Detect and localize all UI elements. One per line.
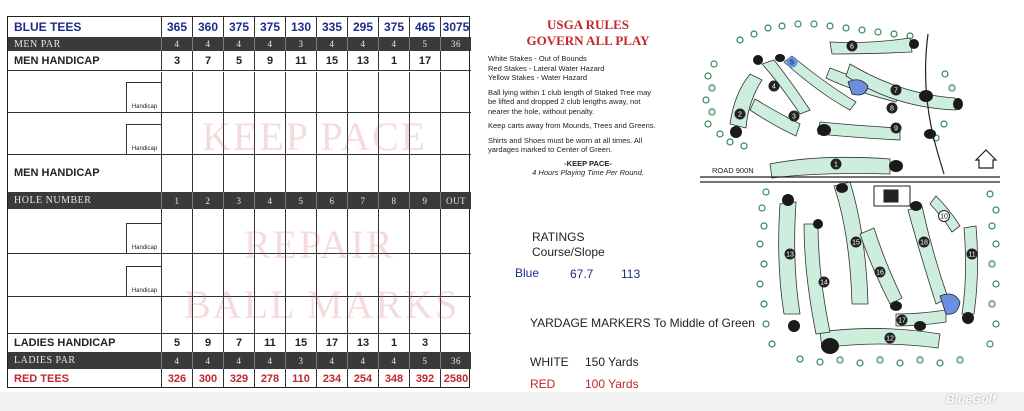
ladies-par-hole-2: 4 [192,352,223,369]
men-handicap-hole-8: 1 [378,51,409,70]
player-score-row[interactable] [8,72,471,112]
svg-text:3: 3 [792,113,796,121]
ladies-par-hole-1: 4 [161,352,192,369]
blue-yardage-hole-9: 465 [409,17,440,37]
red-yardage-hole-6: 234 [316,369,347,388]
ladies-par-row [8,352,471,369]
ladies-handicap-hole-9: 3 [409,333,440,352]
svg-text:1: 1 [834,161,838,169]
men-handicap-hole-5: 11 [285,51,316,70]
men-par-hole-5: 3 [285,37,316,51]
svg-text:12: 12 [886,335,894,343]
row-label: HOLE NUMBER [14,195,92,206]
ladies-par-hole-8: 4 [378,352,409,369]
fairway-hole-11 [962,226,978,314]
rules-title-2: GOVERN ALL PLAY [526,33,650,48]
yardage-white-label: WHITE [530,355,569,369]
blue-yardage-hole-3: 375 [223,17,254,37]
men-handicap-hole-3: 5 [223,51,254,70]
men-par-hole-9: 5 [409,37,440,51]
men-handicap-hole-9: 17 [409,51,440,70]
red-yardage-out: 2580 [440,369,471,388]
red-yardage-hole-7: 254 [347,369,378,388]
clubhouse-icon [874,186,910,206]
blue-yardage-hole-6: 335 [316,17,347,37]
fairway-hole-1 [770,157,890,178]
hole-badge-18 [919,237,930,248]
rule-staked-tree-2: be lifted and dropped 2 club lengths away, not [488,97,641,106]
men-handicap-hole-1: 3 [161,51,192,70]
hole-number-7: 7 [347,192,378,209]
hole-badge-14 [819,277,830,288]
svg-text:14: 14 [820,279,828,287]
red-yardage-hole-9: 392 [409,369,440,388]
hole-number-9: 9 [409,192,440,209]
keep-pace-text: 4 Hours Playing Time Per Round. [532,168,644,177]
svg-text:13: 13 [786,251,794,259]
ladies-par-hole-4: 4 [254,352,285,369]
hole-number-3: 3 [223,192,254,209]
red-yardage-hole-1: 326 [161,369,192,388]
men-par-hole-3: 4 [223,37,254,51]
svg-text:17: 17 [898,317,906,325]
yardage-markers-title: YARDAGE MARKERS To Middle of Green [530,316,755,330]
rule-shirts-1: Shirts and Shoes must be worn at all times. All [488,135,643,145]
course-map [700,14,1020,374]
blue-yardage-hole-8: 375 [378,17,409,37]
hole-badge-17 [897,315,908,326]
blue-yardage-hole-1: 365 [161,17,192,37]
blue-yardage-hole-4: 375 [254,17,285,37]
svg-text:4: 4 [772,83,776,91]
hole-number-2: 2 [192,192,223,209]
ladies-handicap-out [440,333,471,352]
row-label: MEN PAR [14,38,61,50]
hole-number-4: 4 [254,192,285,209]
svg-text:10: 10 [940,213,948,221]
row-label: RED TEES [14,372,70,385]
hole-number-5: 5 [285,192,316,209]
ladies-handicap-hole-1: 5 [161,333,192,352]
rule-shirts-2: yardages marked to Center of Green. [488,145,613,154]
ladies-par-out: 36 [440,352,471,369]
men-par-hole-6: 4 [316,37,347,51]
blue-yardage-out: 3075 [440,17,471,37]
men-handicap-out [440,51,471,70]
watermark-ball-marks: BALL MARKS [184,282,460,327]
player-score-row[interactable] [8,209,471,253]
hole-badge-5 [787,57,798,68]
rules-title-1: USGA RULES [547,17,629,32]
hole-badge-16 [875,267,886,278]
ratings-slope: 113 [621,267,641,281]
ladies-handicap-hole-4: 11 [254,333,285,352]
handicap-box[interactable]: Handicap [126,124,162,154]
ladies-handicap-row [8,333,471,352]
svg-text:11: 11 [968,251,976,259]
men-handicap-blank-row [8,154,471,192]
hole-number-8: 8 [378,192,409,209]
blue-yardage-hole-5: 130 [285,17,316,37]
ladies-handicap-hole-6: 17 [316,333,347,352]
men-par-out: 36 [440,37,471,51]
hole-number-row [8,192,471,209]
player-score-row[interactable] [8,112,471,154]
house-icon [976,150,996,168]
rule-staked-tree-3: nearer the hole, without penalty. [488,106,595,116]
watermark-repair: REPAIR [244,222,395,267]
ladies-handicap-hole-8: 1 [378,333,409,352]
hole-number-1: 1 [161,192,192,209]
row-label: LADIES HANDICAP [14,336,116,349]
hole-badge-4 [769,81,780,92]
men-handicap-hole-7: 13 [347,51,378,70]
ladies-handicap-hole-5: 15 [285,333,316,352]
men-handicap-hole-2: 7 [192,51,223,70]
ladies-handicap-hole-7: 13 [347,333,378,352]
hole-number-6: 6 [316,192,347,209]
hole-badge-3 [789,111,800,122]
ladies-handicap-hole-2: 9 [192,333,223,352]
hole-badge-2 [735,109,746,120]
men-par-hole-2: 4 [192,37,223,51]
fairway-hole-6 [830,38,912,54]
blue-tees-row [8,17,471,37]
svg-text:2: 2 [738,111,742,119]
men-handicap-hole-4: 9 [254,51,285,70]
svg-text:8: 8 [890,105,894,113]
men-par-hole-1: 4 [161,37,192,51]
red-yardage-hole-3: 329 [223,369,254,388]
hole-badge-8 [887,103,898,114]
player-score-row[interactable] [8,296,471,333]
rule-white-stakes: White Stakes - Out of Bounds [488,54,587,63]
keep-pace-title: -KEEP PACE- [564,158,612,168]
footer-strip [0,392,1024,411]
ratings-tee: Blue [515,266,540,280]
hole-badge-1 [831,159,842,170]
handicap-box[interactable]: Handicap [126,266,162,296]
yardage-red-value: 100 Yards [585,377,639,391]
red-yardage-hole-8: 348 [378,369,409,388]
row-label: LADIES PAR [14,355,76,366]
svg-text:9: 9 [894,125,898,133]
hole-badge-7 [891,85,902,96]
ladies-par-hole-5: 3 [285,352,316,369]
men-par-hole-8: 4 [378,37,409,51]
ladies-par-hole-6: 4 [316,352,347,369]
svg-text:16: 16 [876,269,884,277]
red-yardage-hole-5: 110 [285,369,316,388]
watermark-keep-pace: KEEP PACE [202,114,428,159]
rule-red-stakes: Red Stakes - Lateral Water Hazard [488,63,605,73]
men-handicap-hole-6: 15 [316,51,347,70]
scorecard-table [7,16,470,388]
handicap-box[interactable]: Handicap [126,223,162,253]
ladies-handicap-hole-3: 7 [223,333,254,352]
blue-yardage-hole-2: 360 [192,17,223,37]
rules-panel [488,17,688,178]
road-label: ROAD 900N [712,166,754,175]
hole-badge-13 [785,249,796,260]
hole-number-out: OUT [440,192,471,209]
hole-badge-10 [939,211,950,222]
men-par-hole-4: 4 [254,37,285,51]
svg-text:7: 7 [894,87,898,95]
hole-badge-6 [847,41,858,52]
ratings-subtitle: Course/Slope [532,245,605,259]
yardage-white-value: 150 Yards [585,355,639,369]
ladies-par-hole-7: 4 [347,352,378,369]
yardage-red-label: RED [530,377,556,391]
rule-carts: Keep carts away from Mounds, Trees and Greens. [488,121,656,130]
row-label: BLUE TEES [14,20,82,34]
blue-yardage-hole-7: 295 [347,17,378,37]
ladies-par-hole-9: 5 [409,352,440,369]
rule-yellow-stakes: Yellow Stakes - Water Hazard [488,73,588,82]
svg-text:18: 18 [920,239,928,247]
svg-text:5: 5 [790,59,794,67]
men-handicap-row [8,51,471,71]
row-label: MEN HANDICAP [14,167,100,179]
row-label: MEN HANDICAP [14,54,100,67]
hole-badge-12 [885,333,896,344]
red-yardage-hole-2: 300 [192,369,223,388]
svg-text:6: 6 [850,43,854,51]
ladies-par-hole-3: 4 [223,352,254,369]
rule-staked-tree-1: Ball lying within 1 club length of Staked Tree may [488,87,652,97]
ratings-course: 67.7 [570,267,594,281]
red-yardage-hole-4: 278 [254,369,285,388]
brand-watermark: BlueGolf [946,392,996,406]
men-par-row [8,37,471,51]
men-par-hole-7: 4 [347,37,378,51]
hole-badge-15 [851,237,862,248]
player-score-row[interactable] [8,253,471,296]
handicap-box[interactable]: Handicap [126,82,162,112]
hole-badge-11 [967,249,978,260]
red-tees-row [8,369,471,388]
hole-badge-9 [891,123,902,134]
svg-text:15: 15 [852,239,860,247]
ratings-title: RATINGS [532,230,585,244]
